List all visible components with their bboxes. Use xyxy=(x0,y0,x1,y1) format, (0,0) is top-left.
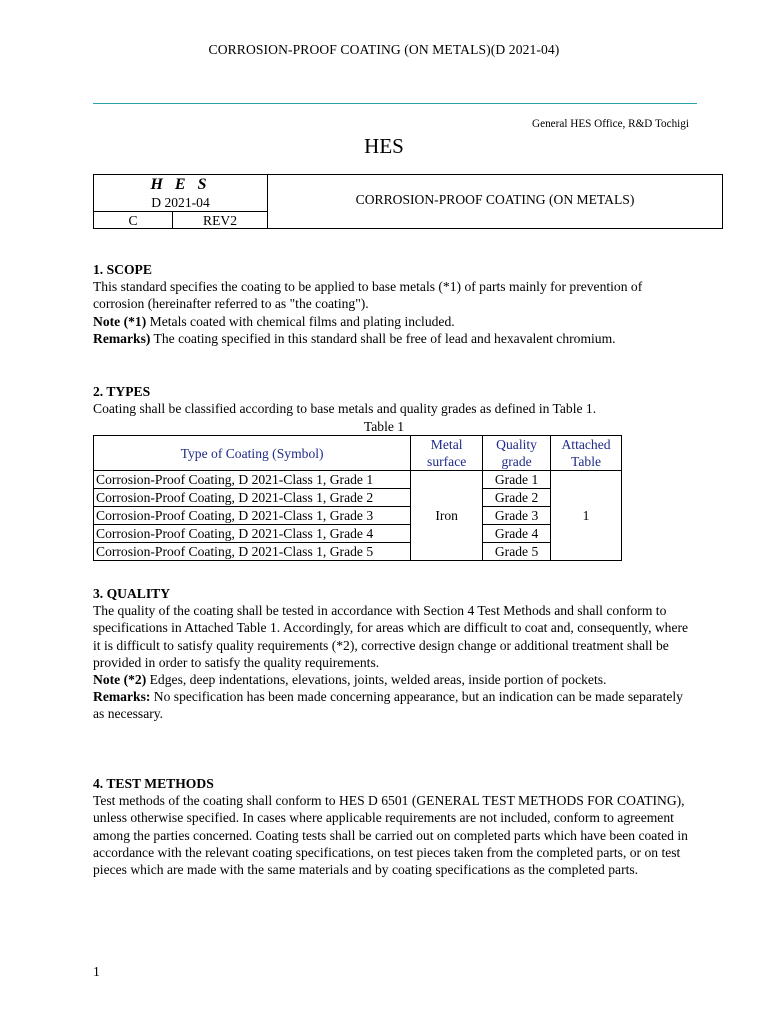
table-row xyxy=(94,489,622,507)
table-header-row xyxy=(94,436,622,471)
metal-cell: Iron xyxy=(411,471,483,561)
type-cell: Corrosion-Proof Coating, D 2021-Class 1, Grade 2 xyxy=(94,489,411,507)
metal-column-header: Metal surface xyxy=(411,436,483,471)
attached-column-header: Attached Table xyxy=(551,436,622,471)
grade-cell: Grade 4 xyxy=(483,525,551,543)
remarks-text: The coating specified in this standard shall be free of lead and hexavalent chromium. xyxy=(150,330,616,346)
header-rule xyxy=(93,103,697,104)
scope-remarks xyxy=(93,330,693,347)
scope-body: This standard specifies the coating to be applied to base metals (*1) of parts mainly for prevention of corrosion (hereinafter referred to as "the coating"). xyxy=(93,279,643,312)
quality-body: The quality of the coating shall be tested in accordance with Section 4 Test Methods and shall conform to specifications in Attached Table 1. Accordingly, for areas which are difficult to coat and, consequently, where it is difficult to satisfy quality requirements (*2), corrective design change or additional treatment shall be provided in order to satisfy the quality requirements. xyxy=(93,603,689,670)
document-class-title: HES xyxy=(364,134,404,158)
running-header: CORROSION-PROOF COATING (ON METALS)(D 2021-04) xyxy=(208,42,560,57)
table-row xyxy=(94,507,622,525)
types-section xyxy=(93,383,713,417)
type-cell: Corrosion-Proof Coating, D 2021-Class 1, Grade 3 xyxy=(94,507,411,525)
table-row xyxy=(94,471,622,489)
note-label: Note (*1) xyxy=(93,313,147,329)
standard-revision: REV2 xyxy=(203,213,237,228)
note-text: Metals coated with chemical films and plating included. xyxy=(146,313,455,329)
types-body: Coating shall be classified according to base metals and quality grades as defined in Table 1. xyxy=(93,401,597,417)
grade-cell: Grade 5 xyxy=(483,543,551,561)
test-methods-section xyxy=(93,775,693,878)
grade-cell: Grade 1 xyxy=(483,471,551,489)
grade-cell: Grade 2 xyxy=(483,489,551,507)
scope-section xyxy=(93,261,693,347)
scope-note xyxy=(93,313,693,330)
table-caption: Table 1 xyxy=(363,419,405,434)
table-row xyxy=(94,543,622,561)
type-column-header: Type of Coating (Symbol) xyxy=(94,436,411,471)
issuing-office: General HES Office, R&D Tochigi xyxy=(532,118,689,130)
test-methods-heading: 4. TEST METHODS xyxy=(93,776,214,791)
scope-heading: 1. SCOPE xyxy=(93,262,152,277)
grade-cell: Grade 3 xyxy=(483,507,551,525)
test-methods-body: Test methods of the coating shall conform to HES D 6501 (GENERAL TEST METHODS FOR COATING), unless otherwise specified. In cases where applicable requirements are not included, conform to agreement among the parties concerned. Coating tests shall be carried out on completed parts which have been coated in accordance with the relevant coating specifications, on test pieces taken from the completed parts, or on test pieces which are made with the same materials and by coating specifications as the completed parts. xyxy=(93,793,688,878)
hes-mark: H E S xyxy=(150,176,211,193)
table-row xyxy=(94,525,622,543)
standard-number: D 2021-04 xyxy=(151,195,210,210)
type-cell: Corrosion-Proof Coating, D 2021-Class 1, Grade 4 xyxy=(94,525,411,543)
quality-note xyxy=(93,671,693,688)
note-label: Note (*2) xyxy=(93,672,147,688)
quality-heading: 3. QUALITY xyxy=(93,586,171,601)
standard-title: CORROSION-PROOF COATING (ON METALS) xyxy=(355,192,635,207)
type-cell: Corrosion-Proof Coating, D 2021-Class 1, Grade 5 xyxy=(94,543,411,561)
page-number: 1 xyxy=(93,964,100,979)
types-heading: 2. TYPES xyxy=(93,384,151,399)
remarks-label: Remarks) xyxy=(93,330,151,346)
attached-table-cell: 1 xyxy=(551,471,622,561)
remarks-text: No specification has been made concerning appearance, but an indication can be made separately as necessary. xyxy=(93,689,683,722)
class-revision-row xyxy=(94,211,267,229)
quality-section xyxy=(93,585,693,723)
type-cell: Corrosion-Proof Coating, D 2021-Class 1, Grade 1 xyxy=(94,471,411,489)
grade-column-header: Quality grade xyxy=(483,436,551,471)
standard-id-cell xyxy=(94,175,268,228)
note-text: Edges, deep indentations, elevations, joints, welded areas, inside portion of pockets. xyxy=(146,672,607,688)
standard-id-block xyxy=(93,174,723,229)
remarks-label: Remarks: xyxy=(93,689,151,705)
quality-remarks xyxy=(93,688,693,722)
standard-class: C xyxy=(94,212,173,229)
coating-types-table xyxy=(93,435,622,561)
